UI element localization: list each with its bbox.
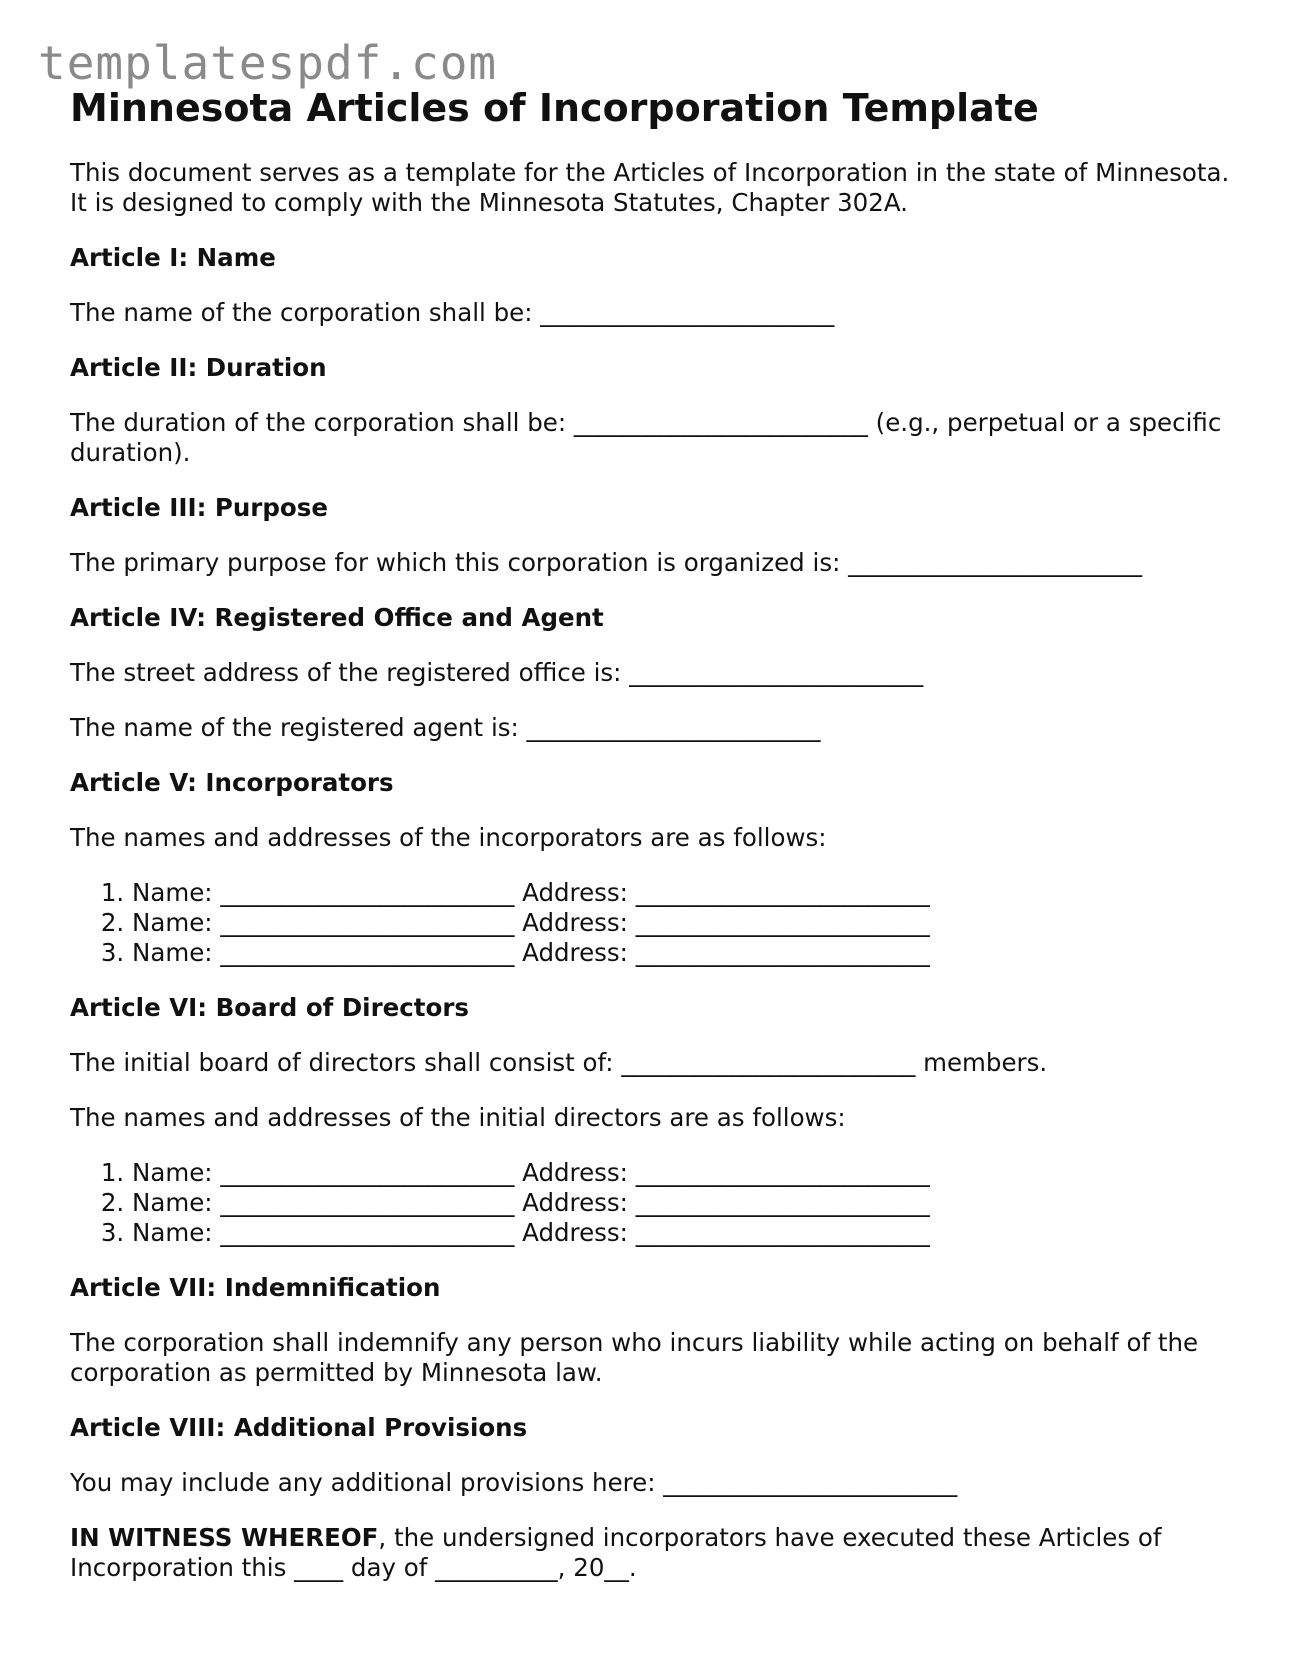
article-text: The name of the corporation shall be: ________________________ bbox=[70, 297, 835, 327]
article-heading: Article VI: Board of Directors bbox=[70, 992, 469, 1022]
list-item: 1. Name: ________________________ Address: ________________________ bbox=[132, 1158, 1230, 1188]
article-heading: Article I: Name bbox=[70, 242, 276, 272]
list-item: 3. Name: ________________________ Address: ________________________ bbox=[132, 1218, 1230, 1248]
witness-paragraph bbox=[70, 1523, 1230, 1583]
fill-in-list bbox=[70, 878, 1230, 968]
article-text: The primary purpose for which this corporation is organized is: ________________________ bbox=[70, 547, 1143, 577]
intro-paragraph: This document serves as a template for the Articles of Incorporation in the state of Minnesota. It is designed to comply with the Minnesota Statutes, Chapter 302A. bbox=[70, 157, 1230, 217]
fill-in-list bbox=[70, 1158, 1230, 1248]
list-item: 2. Name: ________________________ Address: ________________________ bbox=[132, 908, 1230, 938]
article-text: You may include any additional provisions here: ________________________ bbox=[70, 1467, 958, 1497]
article-text: The names and addresses of the incorporators are as follows: bbox=[70, 822, 827, 852]
article-heading: Article IV: Registered Office and Agent bbox=[70, 602, 604, 632]
list-item: 3. Name: ________________________ Address: ________________________ bbox=[132, 938, 1230, 968]
list-item: 1. Name: ________________________ Address: ________________________ bbox=[132, 878, 1230, 908]
article-heading: Article II: Duration bbox=[70, 352, 327, 382]
article-text: The initial board of directors shall consist of: ________________________ members. bbox=[70, 1047, 1048, 1077]
article-text: The street address of the registered office is: ________________________ bbox=[70, 657, 924, 687]
article-heading: Article VIII: Additional Provisions bbox=[70, 1412, 528, 1442]
article-text: The duration of the corporation shall be: ________________________ (e.g., perpetual or a specific duration). bbox=[70, 407, 1222, 467]
witness-bold: IN WITNESS WHEREOF bbox=[70, 1522, 379, 1552]
witness-text: , the undersigned incorporators have executed these Articles of Incorporation this ____ day of __________, 20__. bbox=[70, 1522, 1162, 1582]
article-heading: Article VII: Indemnification bbox=[70, 1272, 441, 1302]
document-body bbox=[70, 86, 1230, 1608]
page-title: Minnesota Articles of Incorporation Template bbox=[70, 86, 1039, 130]
article-heading: Article V: Incorporators bbox=[70, 767, 394, 797]
list-item: 2. Name: ________________________ Address: ________________________ bbox=[132, 1188, 1230, 1218]
article-heading: Article III: Purpose bbox=[70, 492, 328, 522]
article-text: The corporation shall indemnify any person who incurs liability while acting on behalf of the corporation as permitted by Minnesota law. bbox=[70, 1327, 1199, 1387]
watermark: templatespdf.com bbox=[38, 36, 498, 90]
articles-container bbox=[70, 243, 1230, 1498]
article-text: The names and addresses of the initial directors are as follows: bbox=[70, 1102, 846, 1132]
article-text: The name of the registered agent is: ________________________ bbox=[70, 712, 821, 742]
